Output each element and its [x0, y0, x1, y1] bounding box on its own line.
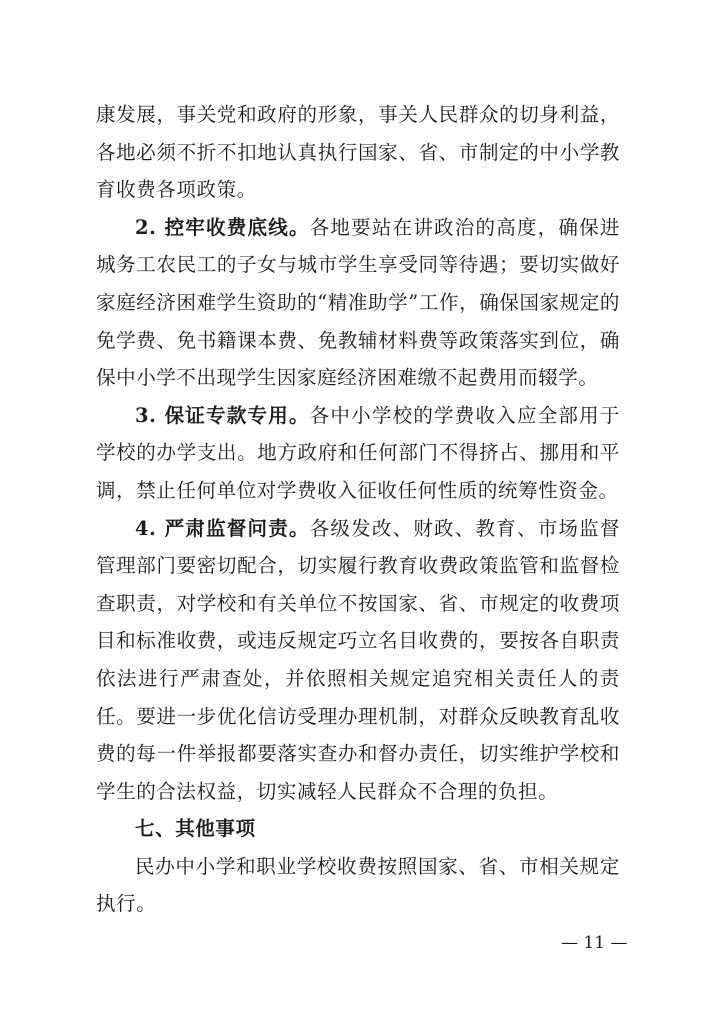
document-body	[96, 96, 620, 923]
item-heading: 4. 严肃监督问责。	[135, 516, 310, 540]
paragraph-text: 各中小学校的学费收入应全部用于学校的办学支出。地方政府和任何部门不得挤占、挪用和平调，禁止任何单位对学费收入征收任何性质的统筹性资金。	[96, 403, 620, 502]
paragraph-item-4	[96, 510, 620, 811]
paragraph-item-2	[96, 209, 620, 397]
paragraph-text: 康发展，事关党和政府的形象，事关人民群众的切身利益，各地必须不折不扣地认真执行国家、省、市制定的中小学教育收费各项政策。	[96, 103, 620, 202]
page-number: — 11 —	[561, 933, 628, 953]
paragraph-other-matters	[96, 848, 620, 923]
item-heading: 2. 控牢收费底线。	[135, 215, 310, 239]
paragraph-item-3	[96, 397, 620, 510]
paragraph-text: 各级发改、财政、教育、市场监督管理部门要密切配合，切实履行教育收费政策监管和监督检查职责，对学校和有关单位不按国家、省、市规定的收费项目和标准收费，或违反规定巧立名目收费的，要按各自职责依法进行严肃查处，并依照相关规定追究相关责任人的责任。要进一步优化信访受理办理机制，对群众反映教育乱收费的每一件举报都要落实查办和督办责任，切实维护学校和学生的合法权益，切实减轻人民群众不合理的负担。	[96, 516, 620, 803]
paragraph-continuation	[96, 96, 620, 209]
item-heading: 3. 保证专款专用。	[135, 403, 310, 427]
paragraph-text: 各地要站在讲政治的高度，确保进城务工农民工的子女与城市学生享受同等待遇；要切实做好家庭经济困难学生资助的“精准助学”工作，确保国家规定的免学费、免书籍课本费、免教辅材料费等政策落实到位，确保中小学不出现学生因家庭经济困难缴不起费用而辍学。	[96, 215, 620, 390]
paragraph-text: 民办中小学和职业学校收费按照国家、省、市相关规定执行。	[96, 854, 620, 916]
section-title: 七、其他事项	[135, 817, 256, 841]
